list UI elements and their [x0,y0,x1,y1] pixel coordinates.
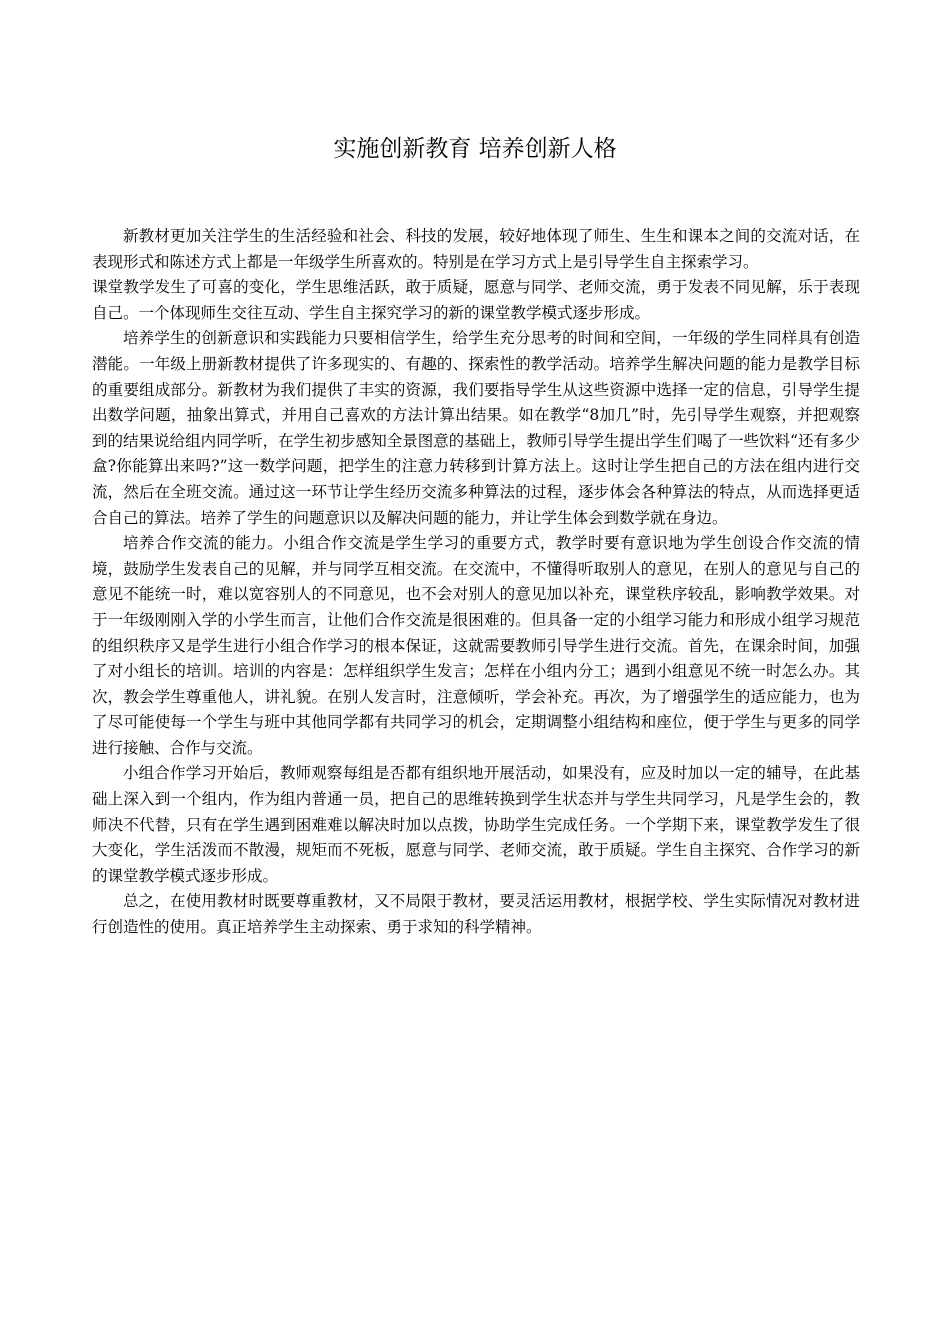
paragraph-6: 总之，在使用教材时既要尊重教材，又不局限于教材，要灵活运用教材，根据学校、学生实际情况对教材进行创造性的使用。真正培养学生主动探索、勇于求知的科学精神。 [92,892,860,937]
paragraph-3: 培养学生的创新意识和实践能力只要相信学生，给学生充分思考的时间和空间，一年级的学生同样具有创造潜能。一年级上册新教材提供了许多现实的、有趣的、探索性的教学活动。培养学生解决问题的能力是教学目标的重要组成部分。新教材为我们提供了丰实的资源，我们要指导学生从这些资源中选择一定的信息，引导学生提出数学问题，抽象出算式，并用自己喜欢的方法计算出结果。如在教学“8加几”时，先引导学生观察，并把观察到的结果说给组内同学听，在学生初步感知全景图意的基础上，教师引导学生提出学生们喝了一些饮料“还有多少盒?你能算出来吗?”这一数学问题，把学生的注意力转移到计算方法上。这时让学生把自己的方法在组内进行交流，然后在全班交流。通过这一环节让学生经历交流多种算法的过程，逐步体会各种算法的特点，从而选择更适合自己的算法。培养了学生的问题意识以及解决问题的能力，并让学生体会到数学就在身边。 [92,329,860,527]
paragraph-1: 新教材更加关注学生的生活经验和社会、科技的发展，较好地体现了师生、生生和课本之间的交流对话，在表现形式和陈述方式上都是一年级学生所喜欢的。特别是在学习方式上是引导学生自主探索学习。 [92,227,860,271]
paragraph-5: 小组合作学习开始后，教师观察每组是否都有组织地开展活动，如果没有，应及时加以一定的辅导，在此基础上深入到一个组内，作为组内普通一员，把自己的思维转换到学生状态并与学生共同学习，凡是学生会的，教师决不代替，只有在学生遇到困难难以解决时加以点拨，协助学生完成任务。一个学期下来，课堂教学发生了很大变化，学生活泼而不散漫，规矩而不死板，愿意与同学、老师交流，敢于质疑。学生自主探究、合作学习的新的课堂教学模式逐步形成。 [92,764,860,885]
paragraph-4: 培养合作交流的能力。小组合作交流是学生学习的重要方式，教学时要有意识地为学生创设合作交流的情境，鼓励学生发表自己的见解，并与同学互相交流。在交流中，不懂得听取别人的意见，在别人的意见与自己的意见不能统一时，难以宽容别人的不同意见，也不会对别人的意见加以补充，课堂秩序较乱，影响教学效果。对于一年级刚刚入学的小学生而言，让他们合作交流是很困难的。但具备一定的小组学习能力和形成小组学习规范的组织秩序又是学生进行小组合作学习的根本保证，这就需要教师引导学生进行交流。首先，在课余时间，加强了对小组长的培训。培训的内容是：怎样组织学生发言；怎样在小组内分工；遇到小组意见不统一时怎么办。其次，教会学生尊重他人，讲礼貌。在别人发言时，注意倾听，学会补充。再次，为了增强学生的适应能力，也为了尽可能使每一个学生与班中其他同学都有共同学习的机会，定期调整小组结构和座位，便于学生与更多的同学进行接触、合作与交流。 [92,534,860,757]
document-body [92,224,860,941]
paragraph-2: 课堂教学发生了可喜的变化，学生思维活跃，敢于质疑，愿意与同学、老师交流，勇于发表不同见解，乐于表现自己。一个体现师生交往互动、学生自主探究学习的新的课堂教学模式逐步形成。 [92,278,860,322]
document-title: 实施创新教育 培养创新人格 [333,136,617,162]
